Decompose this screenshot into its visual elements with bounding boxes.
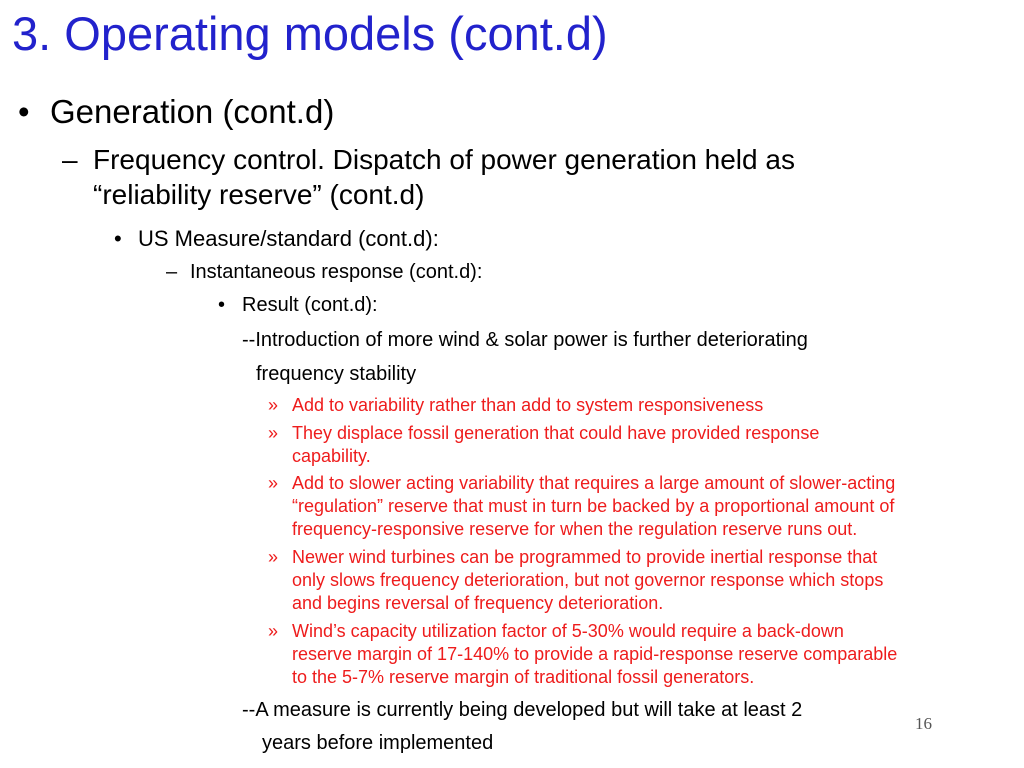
red-item-line: frequency-responsive reserve for when the regulation reserve runs out. [292, 519, 858, 539]
para2-line2: years before implemented [262, 732, 494, 754]
red-item-line: Wind’s capacity utilization factor of 5-30% would require a back-down [292, 621, 844, 641]
red-bullet: » [268, 395, 279, 415]
level4-bullet: – [166, 261, 178, 283]
red-bullet: » [268, 423, 279, 443]
red-item-line: to the 5-7% reserve margin of traditional fossil generators. [292, 667, 755, 687]
red-bullet: » [268, 473, 279, 493]
para1-line1: --Introduction of more wind & solar power is further deteriorating [242, 329, 808, 351]
level2-line1: Frequency control. Dispatch of power generation held as [93, 144, 795, 175]
red-item-line: and begins reversal of frequency deterioration. [292, 593, 664, 613]
para2-line1: --A measure is currently being developed but will take at least 2 [242, 699, 803, 721]
red-item-line: Add to variability rather than add to system responsiveness [292, 395, 764, 415]
level5-text: Result (cont.d): [242, 294, 378, 316]
level2-bullet: – [62, 144, 78, 175]
level1-bullet: • [18, 93, 30, 130]
red-bullet: » [268, 621, 279, 641]
para1-line2: frequency stability [256, 363, 417, 385]
level3-bullet: • [114, 226, 122, 251]
level5-bullet: • [218, 294, 226, 316]
red-item-line: only slows frequency deterioration, but not governor response which stops [292, 570, 884, 590]
slide-title: 3. Operating models (cont.d) [12, 7, 608, 60]
red-item-line: capability. [292, 446, 371, 466]
red-bullet: » [268, 547, 279, 567]
red-item-line: They displace fossil generation that could have provided response [292, 423, 820, 443]
level1-text: Generation (cont.d) [50, 93, 335, 130]
red-item-line: Add to slower acting variability that requires a large amount of slower-acting [292, 473, 896, 493]
slide-number: 16 [915, 714, 932, 733]
red-item-line: “regulation” reserve that must in turn be backed by a proportional amount of [292, 496, 895, 516]
red-item-line: Newer wind turbines can be programmed to provide inertial response that [292, 547, 878, 567]
level2-line2: “reliability reserve” (cont.d) [93, 179, 425, 210]
level4-text: Instantaneous response (cont.d): [190, 261, 483, 283]
red-item-line: reserve margin of 17-140% to provide a rapid-response reserve comparable [292, 644, 898, 664]
level3-text: US Measure/standard (cont.d): [138, 226, 439, 251]
